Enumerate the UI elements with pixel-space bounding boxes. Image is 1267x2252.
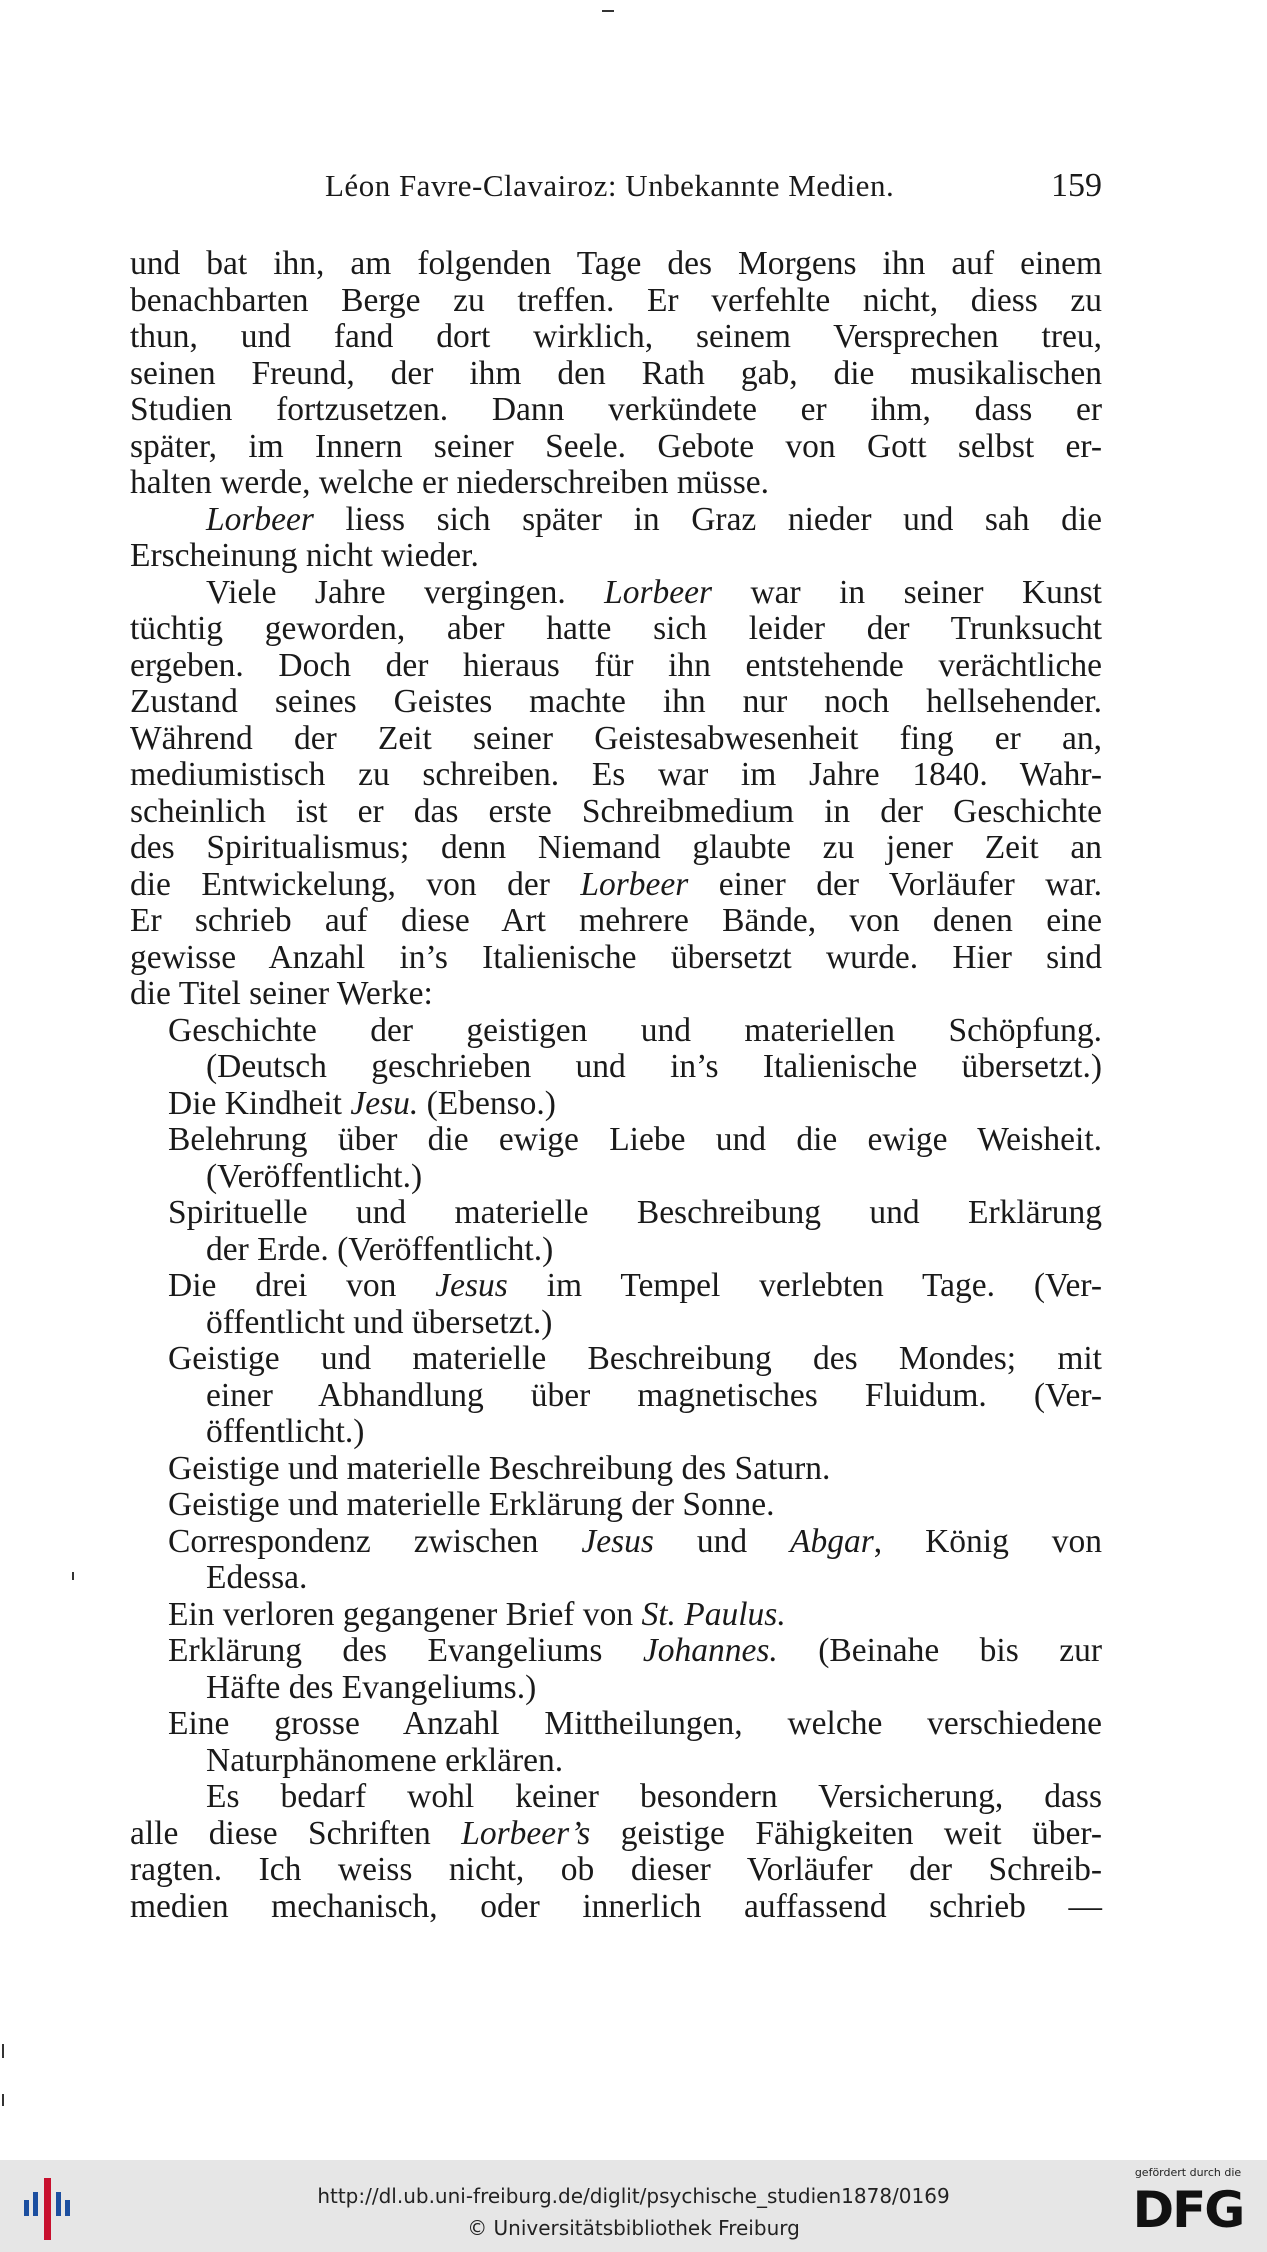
running-title: Léon Favre-Clavairoz: Unbekannte Medien.	[325, 168, 895, 203]
text-line: Geistige und materielle Beschreibung des Saturn.	[168, 1449, 831, 1487]
text-line: scheinlich ist er das erste Schreibmedium in der Geschichte	[130, 792, 1102, 830]
work-entry	[168, 1122, 1102, 1195]
text-line	[168, 1524, 1102, 1561]
text-run: Ein verloren gegangener Brief von	[168, 1595, 642, 1633]
text-line: öffentlicht und übersetzt.)	[206, 1303, 553, 1341]
person-name: Lorbeer	[206, 500, 314, 538]
text-run: war in seiner Kunst	[712, 573, 1102, 611]
work-entry	[168, 1195, 1102, 1268]
text-line: seinen Freund, der ihm den Rath gab, die musikalischen	[130, 354, 1102, 392]
paragraph	[130, 246, 1102, 502]
text-line: später, im Innern seiner Seele. Gebote von Gott selbst er-	[130, 427, 1102, 465]
text-line: Häfte des Evangeliums.)	[206, 1668, 537, 1706]
text-line: Eine grosse Anzahl Mittheilungen, welche verschiedene	[168, 1705, 1102, 1742]
text-line: Geschichte der geistigen und materiellen Schöpfung.	[168, 1011, 1102, 1049]
text-line: Belehrung über die ewige Liebe und die ewige Weisheit.	[168, 1121, 1102, 1158]
work-entry	[168, 1706, 1102, 1779]
paragraph	[130, 502, 1102, 575]
text-run: (Beinahe bis zur	[777, 1632, 1102, 1669]
text-line: halten werde, welche er niederschreiben müsse.	[130, 464, 770, 501]
person-name: Jesu.	[350, 1084, 419, 1122]
text-line: Es bedarf wohl keiner besondern Versicherung, dass	[206, 1778, 1102, 1815]
text-line	[168, 1268, 1102, 1305]
text-run: , König von	[873, 1522, 1103, 1560]
work-entry	[168, 1524, 1102, 1597]
text-line	[168, 1086, 1102, 1123]
text-line: (Deutsch geschrieben und in’s Italienische übersetzt.)	[206, 1048, 1102, 1085]
text-run: Die Kindheit	[168, 1084, 351, 1122]
person-name: Lorbeer’s	[461, 1814, 591, 1852]
person-name: Jesus	[435, 1267, 508, 1304]
text-run: Correspondenz zwischen	[168, 1522, 582, 1560]
text-line: benachbarten Berge zu treffen. Er verfehlte nicht, diess zu	[130, 281, 1102, 319]
text-line: medien mechanisch, oder innerlich auffassend schrieb —	[130, 1887, 1102, 1925]
text-line: einer Abhandlung über magnetisches Fluidum. (Ver-	[206, 1376, 1102, 1414]
copyright-notice: © Universitätsbibliothek Freiburg	[467, 2216, 800, 2240]
dfg-logo-icon	[1123, 2166, 1253, 2250]
text-run: alle diese Schriften	[130, 1814, 462, 1852]
text-line: öffentlicht.)	[206, 1413, 365, 1450]
text-line: der Erde. (Veröffentlicht.)	[206, 1230, 554, 1268]
text-line: mediumistisch zu schreiben. Es war im Jahre 1840. Wahr-	[130, 756, 1102, 793]
text-run: einer der Vorläufer war.	[688, 865, 1102, 903]
work-entry	[168, 1013, 1102, 1086]
text-run: Erklärung des Evangeliums	[168, 1632, 643, 1669]
scan-mark	[2, 2044, 4, 2058]
person-name: Jesus	[581, 1522, 654, 1560]
person-name: Johannes.	[642, 1632, 778, 1669]
body-text	[130, 246, 1102, 1925]
person-name: St. Paulus.	[641, 1595, 786, 1633]
text-line	[168, 1597, 1102, 1634]
dfg-caption: gefördert durch die	[1134, 2166, 1242, 2179]
text-line: tüchtig geworden, aber hatte sich leider der Trunksucht	[130, 610, 1102, 647]
text-line: ragten. Ich weiss nicht, ob dieser Vorläufer der Schreib-	[130, 1851, 1102, 1888]
work-entry	[168, 1487, 1102, 1524]
text-line	[130, 867, 1102, 904]
text-line: Zustand seines Geistes machte ihn nur noch hellsehender.	[130, 683, 1102, 720]
text-run: die Entwickelung, von der	[130, 865, 581, 903]
dfg-logo-text: DFG	[1132, 2181, 1244, 2239]
scan-mark	[72, 1572, 74, 1580]
person-name: Lorbeer	[604, 573, 713, 611]
page-number: 159	[1051, 167, 1102, 204]
text-line: die Titel seiner Werke:	[130, 975, 433, 1012]
text-line: Geistige und materielle Erklärung der Sonne.	[168, 1486, 775, 1523]
text-line	[130, 502, 1102, 539]
text-line: gewisse Anzahl in’s Italienische übersetzt wurde. Hier sind	[130, 938, 1102, 976]
work-entry	[168, 1597, 1102, 1634]
text-line: ergeben. Doch der hieraus für ihn entstehende verächtliche	[130, 646, 1102, 684]
scan-mark	[602, 10, 614, 12]
text-line: thun, und fand dort wirklich, seinem Versprechen treu,	[130, 318, 1102, 355]
work-entry	[168, 1341, 1102, 1451]
text-line: (Veröffentlicht.)	[206, 1157, 423, 1195]
paragraph	[130, 575, 1102, 1013]
document-url-link[interactable]: http://dl.ub.uni-freiburg.de/diglit/psychische_studien1878/0169	[317, 2184, 950, 2208]
text-line: des Spiritualismus; denn Niemand glaubte zu jener Zeit an	[130, 829, 1102, 866]
text-run: im Tempel verlebten Tage. (Ver-	[507, 1267, 1103, 1304]
scan-mark	[2, 2094, 4, 2106]
text-run: Viele Jahre vergingen.	[206, 573, 605, 611]
viewer-footer	[0, 2160, 1267, 2252]
text-line: Er schrieb auf diese Art mehrere Bände, von denen eine	[130, 902, 1102, 939]
text-line: Edessa.	[206, 1559, 308, 1596]
text-line: Geistige und materielle Beschreibung des Mondes; mit	[168, 1340, 1102, 1377]
work-entry	[168, 1086, 1102, 1123]
text-run: (Ebenso.)	[418, 1084, 556, 1122]
work-entry	[168, 1633, 1102, 1706]
paragraph	[130, 1779, 1102, 1925]
text-line	[130, 1816, 1102, 1853]
text-run: liess sich später in Graz nieder und sah die	[313, 500, 1102, 538]
text-line	[168, 1633, 1102, 1670]
work-entry	[168, 1451, 1102, 1488]
text-line: Spirituelle und materielle Beschreibung und Erklärung	[168, 1194, 1102, 1231]
person-name: Abgar	[790, 1522, 874, 1560]
text-line: Erscheinung nicht wieder.	[130, 537, 479, 574]
text-line: und bat ihn, am folgenden Tage des Morgens ihn auf einem	[130, 245, 1102, 282]
text-run: und	[653, 1522, 791, 1560]
text-line	[130, 575, 1102, 612]
work-entry	[168, 1268, 1102, 1341]
text-run: Die drei von	[168, 1267, 436, 1304]
text-run: geistige Fähigkeiten weit über-	[590, 1814, 1103, 1852]
text-line: Studien fortzusetzen. Dann verkündete er ihm, dass er	[130, 391, 1102, 428]
person-name: Lorbeer	[580, 865, 689, 903]
text-line: Während der Zeit seiner Geistesabwesenheit fing er an,	[130, 719, 1102, 757]
text-line: Naturphänomene erklären.	[206, 1741, 564, 1779]
